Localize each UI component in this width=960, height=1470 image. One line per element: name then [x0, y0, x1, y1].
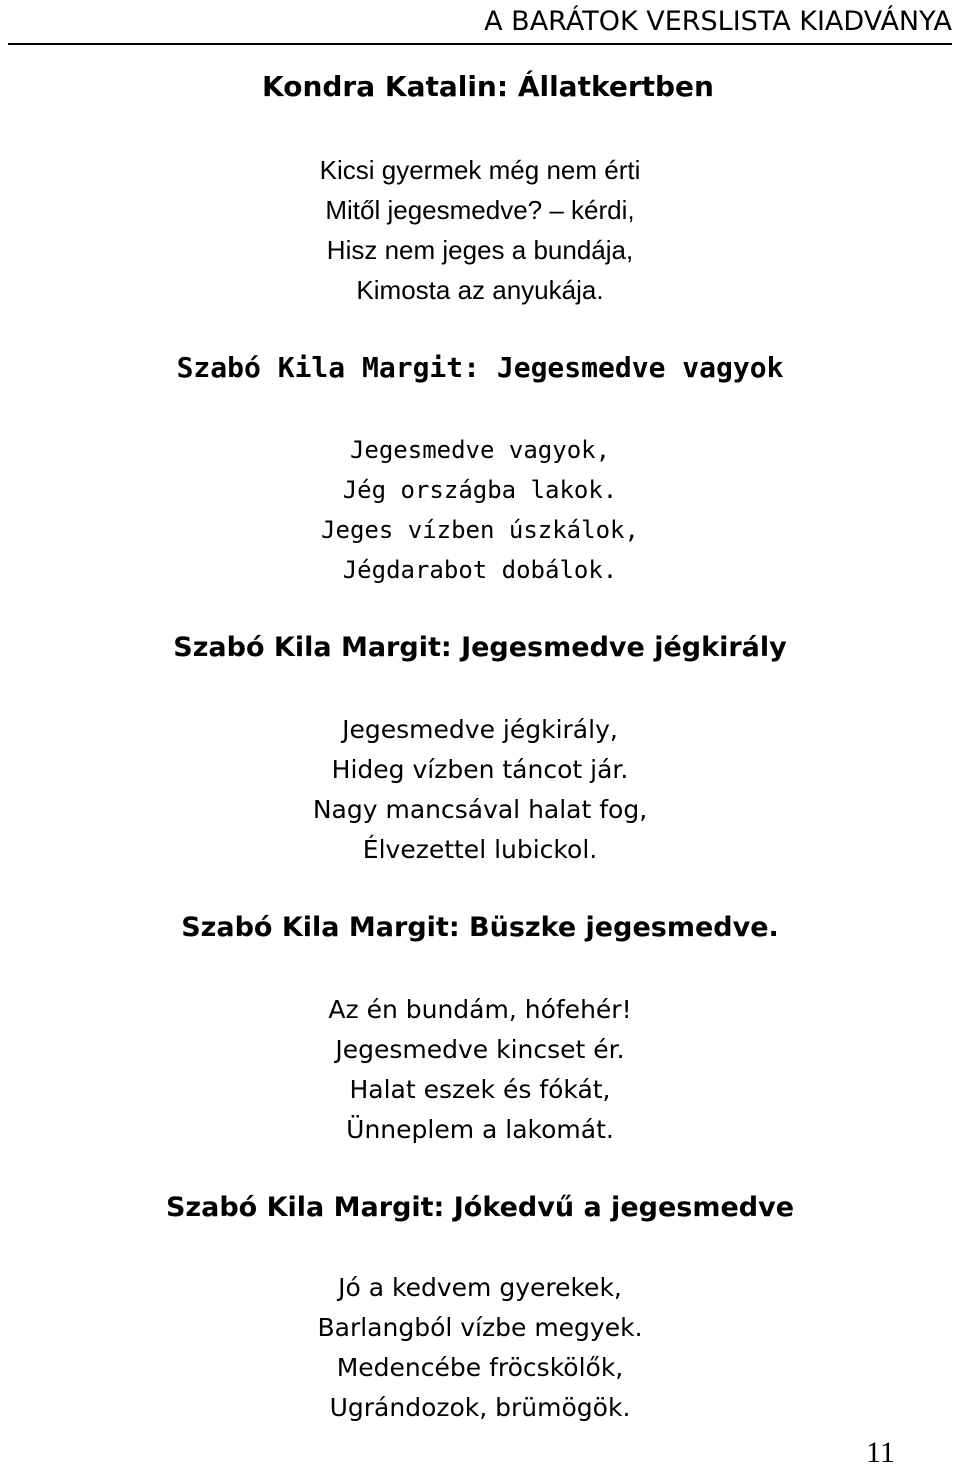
poem-line: Jó a kedvem gyerekek,	[338, 1273, 622, 1302]
poem-line: Jegesmedve kincset ér.	[335, 1035, 625, 1064]
poem-line: Kimosta az anyukája.	[356, 275, 604, 305]
poem-line: Ünneplem a lakomát.	[346, 1115, 614, 1144]
poem-line: Barlangból vízbe megyek.	[317, 1313, 643, 1342]
poem-line: Mitől jegesmedve? – kérdi,	[325, 195, 635, 225]
poem-line: Hideg vízben táncot jár.	[331, 755, 629, 784]
publication-header: A BARÁTOK VERSLISTA KIADVÁNYA	[484, 6, 952, 37]
poem-line: Medencébe fröcskölők,	[336, 1353, 624, 1382]
poem-line: Jeges vízben úszkálok,	[321, 516, 639, 544]
poem-title: Szabó Kila Margit: Jókedvű a jegesmedve	[165, 1192, 795, 1223]
header-divider	[8, 43, 952, 45]
poem-line: Nagy mancsával halat fog,	[312, 795, 648, 824]
poem-line: Jégdarabot dobálok.	[342, 556, 618, 584]
poem-line: Jegesmedve vagyok,	[349, 436, 611, 464]
poem-line: Ugrándozok, brümögök.	[329, 1393, 631, 1422]
poem-stanza	[0, 150, 960, 310]
poem-line: Kicsi gyermek még nem érti	[319, 155, 641, 185]
poem-title: Szabó Kila Margit: Jegesmedve jégkirály	[173, 632, 787, 663]
page-number: 11	[866, 1436, 895, 1469]
poem-line: Élvezettel lubickol.	[362, 835, 598, 864]
poem-line: Jegesmedve jégkirály,	[342, 715, 618, 744]
poem-stanza	[0, 1268, 960, 1428]
poem-line: Halat eszek és fókát,	[349, 1075, 611, 1104]
poem-title: Szabó Kila Margit: Jegesmedve vagyok	[176, 351, 784, 384]
poem-stanza	[0, 710, 960, 870]
poem-stanza	[0, 430, 960, 590]
poem-line: Jég országba lakok.	[342, 476, 618, 504]
poem-title: Szabó Kila Margit: Büszke jegesmedve.	[181, 912, 779, 943]
poem-line: Az én bundám, hófehér!	[328, 995, 632, 1024]
poem-stanza	[0, 990, 960, 1150]
poem-line: Hisz nem jeges a bundája,	[326, 235, 634, 265]
poem-title: Kondra Katalin: Állatkertben	[262, 70, 714, 103]
